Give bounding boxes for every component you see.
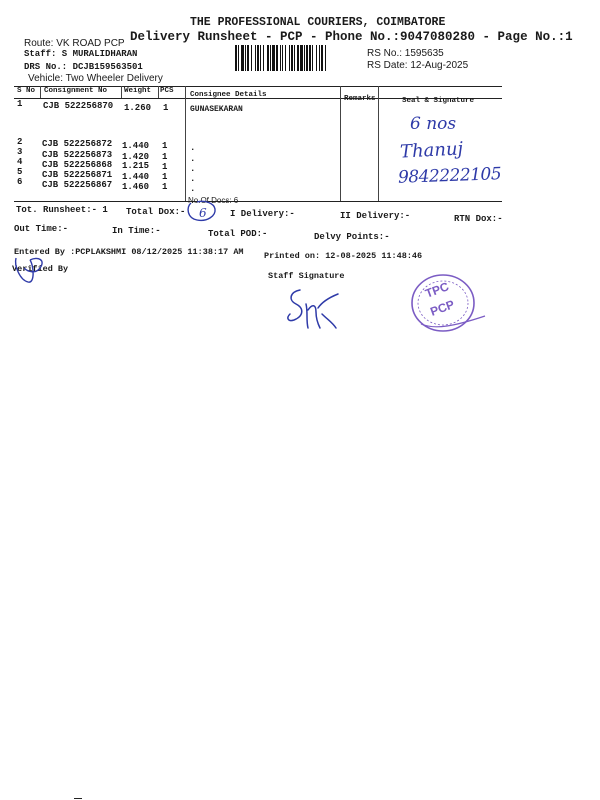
staff-label: Staff: S MURALIDHARAN [24, 49, 138, 59]
col-divider [40, 86, 41, 98]
table-row-consignment: CJB 522256872 [42, 139, 113, 149]
table-row-consignee: . [190, 164, 196, 174]
in-time: In Time:- [112, 226, 161, 236]
table-bottom-line [14, 201, 502, 202]
table-row-pcs: 1 [162, 172, 168, 182]
table-row-consignee: . [190, 143, 196, 153]
printed-on: Printed on: 12-08-2025 11:48:46 [264, 251, 423, 261]
rtn-dox: RTN Dox:- [454, 214, 503, 224]
rs-date: RS Date: 12-Aug-2025 [367, 60, 469, 71]
circled-total-value: 6 [199, 206, 207, 220]
table-row-weight: 1.440 [122, 141, 150, 151]
table-row-sno: 6 [17, 177, 23, 187]
table-row-weight: 1.460 [122, 182, 150, 192]
table-row-pcs: 1 [163, 103, 169, 113]
runsheet-title: Delivery Runsheet - PCP - Phone No.:9047080280 - Page No.:1 [130, 30, 573, 44]
col-header-pcs: PCS [160, 87, 174, 95]
table-row-consignment: CJB 522256870 [43, 101, 114, 111]
col-header-consignment: Consignment No [44, 87, 108, 95]
entered-by: Entered By :PCPLAKSHMI 08/12/2025 11:38:17 AM [14, 247, 244, 257]
handwritten-name: Thanuj [399, 138, 464, 163]
no-of-docs: No.Of Docs: 6 [188, 196, 239, 205]
stamp-text-top: TPC [423, 279, 451, 301]
table-row-pcs: 1 [162, 141, 168, 151]
delvy-points: Delvy Points:- [314, 232, 390, 242]
col-divider [185, 86, 186, 201]
table-row-consignee: . [190, 174, 196, 184]
company-name: THE PROFESSIONAL COURIERS, COIMBATORE [190, 16, 446, 29]
vehicle-label: Vehicle: Two Wheeler Delivery [28, 73, 163, 84]
total-dox-label: Total Dox:- [126, 207, 186, 217]
ii-delivery: II Delivery:- [340, 211, 411, 221]
table-row-weight: 1.440 [122, 172, 150, 182]
barcode-image [235, 45, 359, 71]
table-row-consignee: . [190, 154, 196, 164]
table-row-consignee: . [190, 184, 196, 194]
col-divider [378, 86, 379, 201]
table-row-sno: 2 [17, 137, 23, 147]
col-header-consignee: Consignee Details [190, 91, 267, 99]
rs-number: RS No.: 1595635 [367, 48, 444, 59]
verifier-signature-mark [10, 252, 52, 286]
staff-signature-mark [282, 284, 342, 334]
table-row-pcs: 1 [162, 162, 168, 172]
table-row-weight: 1.215 [122, 161, 150, 171]
handwritten-count: 6 nos [410, 114, 457, 134]
table-row-sno: 4 [17, 157, 23, 167]
col-header-remarks: Remarks [344, 95, 376, 103]
col-divider [121, 86, 122, 98]
table-row-weight: 1.260 [124, 103, 152, 113]
table-row-pcs: 1 [162, 182, 168, 192]
table-row-weight: 1.420 [122, 152, 150, 162]
stamp-text-bottom: PCP [428, 297, 457, 319]
col-header-sno: S No [17, 87, 36, 95]
page-mark [74, 798, 82, 799]
table-row-consignee: GUNASEKARAN [190, 105, 243, 114]
handwritten-phone: 9842222105 [397, 164, 502, 188]
col-header-seal-signature: Seal & Signature [402, 97, 475, 105]
staff-signature-label: Staff Signature [268, 271, 345, 281]
table-row-consignment: CJB 522256873 [42, 150, 113, 160]
table-row-consignment: CJB 522256868 [42, 160, 113, 170]
drs-number: DRS No.: DCJB159563501 [24, 62, 143, 72]
table-row-consignment: CJB 522256867 [42, 180, 113, 190]
table-row-sno: 5 [17, 167, 23, 177]
route-label: Route: VK ROAD PCP [24, 38, 125, 49]
table-row-sno: 1 [17, 99, 23, 109]
total-pod: Total POD:- [208, 229, 268, 239]
table-row-pcs: 1 [162, 152, 168, 162]
table-row-consignment: CJB 522256871 [42, 170, 113, 180]
tot-runsheet: Tot. Runsheet:- 1 [16, 205, 108, 215]
out-time: Out Time:- [14, 224, 69, 234]
table-row-sno: 3 [17, 147, 23, 157]
col-divider [340, 86, 341, 201]
verified-by-label: Verified By [12, 264, 69, 274]
col-header-weight: Weight [124, 87, 152, 95]
i-delivery: I Delivery:- [230, 209, 295, 219]
col-divider [158, 86, 159, 98]
